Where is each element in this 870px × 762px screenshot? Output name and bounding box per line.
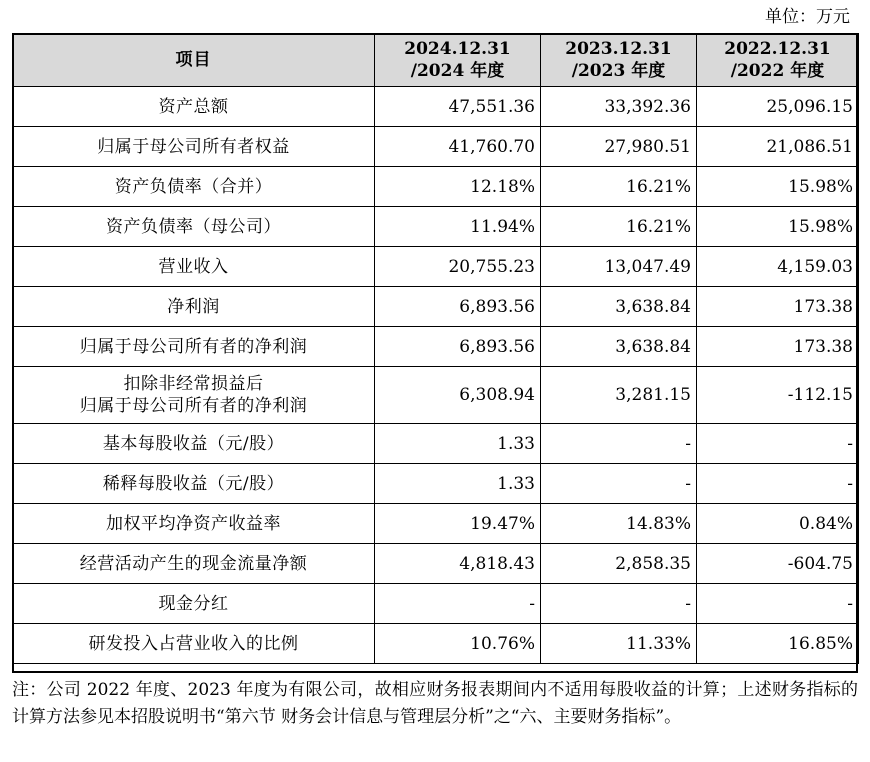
row-value: 19.47%: [375, 504, 541, 544]
row-value: 12.18%: [375, 167, 541, 207]
row-value: -: [541, 424, 697, 464]
row-value: 173.38: [697, 327, 859, 367]
row-value: -112.15: [697, 367, 859, 424]
row-label-line: 归属于母公司所有者权益: [97, 136, 290, 157]
row-label: [13, 167, 375, 207]
table-row: [13, 504, 859, 544]
header-col-2022-date: 2022.12.31: [724, 39, 831, 59]
row-value: 14.83%: [541, 504, 697, 544]
row-label-line: 稀释每股收益（元/股）: [102, 473, 285, 494]
row-label-line: 资产总额: [158, 96, 229, 117]
row-label-line: 净利润: [167, 296, 220, 317]
table-row: [13, 544, 859, 584]
row-label-line: 基本每股收益（元/股）: [102, 433, 285, 454]
row-label-line: 资产负债率（母公司）: [106, 216, 281, 237]
table-body: [13, 87, 859, 664]
row-value: 6,308.94: [375, 367, 541, 424]
row-label: [13, 624, 375, 664]
row-value: -: [697, 464, 859, 504]
table-row: [13, 327, 859, 367]
row-value: 173.38: [697, 287, 859, 327]
row-value: 16.85%: [697, 624, 859, 664]
row-value: 11.33%: [541, 624, 697, 664]
table-header-row: [13, 34, 859, 87]
table-row: [13, 247, 859, 287]
row-value: 20,755.23: [375, 247, 541, 287]
row-value: 1.33: [375, 464, 541, 504]
row-label-line: 扣除非经常损益后: [123, 374, 264, 394]
table-row: [13, 167, 859, 207]
header-item: 项目: [13, 34, 375, 87]
row-value: 0.84%: [697, 504, 859, 544]
header-col-2023-date: 2023.12.31: [565, 39, 672, 59]
row-label-line: 归属于母公司所有者的净利润: [79, 396, 308, 416]
row-label: [13, 287, 375, 327]
row-value: 15.98%: [697, 207, 859, 247]
header-col-2023-year: /2023 年度: [571, 61, 666, 81]
row-value: 16.21%: [541, 167, 697, 207]
row-value: 21,086.51: [697, 127, 859, 167]
row-label: [13, 247, 375, 287]
row-value: 4,818.43: [375, 544, 541, 584]
row-value: 11.94%: [375, 207, 541, 247]
row-value: 27,980.51: [541, 127, 697, 167]
table-row: [13, 584, 859, 624]
row-value: -: [697, 424, 859, 464]
row-value: -604.75: [697, 544, 859, 584]
row-value: 10.76%: [375, 624, 541, 664]
row-value: 3,638.84: [541, 327, 697, 367]
row-value: 4,159.03: [697, 247, 859, 287]
row-label-line: 现金分红: [158, 593, 229, 614]
table-row: [13, 624, 859, 664]
row-value: 33,392.36: [541, 87, 697, 127]
row-value: 1.33: [375, 424, 541, 464]
row-value: 41,760.70: [375, 127, 541, 167]
row-value: 25,096.15: [697, 87, 859, 127]
row-label: [13, 367, 375, 424]
header-col-2022-year: /2022 年度: [730, 61, 825, 81]
row-value: 13,047.49: [541, 247, 697, 287]
header-col-2024-year: /2024 年度: [410, 61, 505, 81]
table-row: [13, 424, 859, 464]
row-label: [13, 327, 375, 367]
row-value: -: [541, 584, 697, 624]
row-label-line: 营业收入: [158, 256, 229, 277]
header-col-2023: [541, 34, 697, 87]
row-label: [13, 207, 375, 247]
row-value: 6,893.56: [375, 327, 541, 367]
table-row: [13, 207, 859, 247]
row-label: [13, 584, 375, 624]
row-value: 2,858.35: [541, 544, 697, 584]
row-value: 16.21%: [541, 207, 697, 247]
footnote: 注：公司 2022 年度、2023 年度为有限公司，故相应财务报表期间内不适用每股收益的计算；上述财务指标的计算方法参见本招股说明书“第六节 财务会计信息与管理层分析”之“六、主要财务指标”。: [12, 680, 858, 727]
row-value: 6,893.56: [375, 287, 541, 327]
table-row: [13, 87, 859, 127]
table-row: [13, 127, 859, 167]
row-value: 3,281.15: [541, 367, 697, 424]
table-row: [13, 367, 859, 424]
row-value: 15.98%: [697, 167, 859, 207]
row-label-line: 研发投入占营业收入的比例: [88, 633, 299, 654]
unit-label: 单位：万元: [765, 7, 850, 27]
row-label: [13, 424, 375, 464]
row-label: [13, 127, 375, 167]
row-label: [13, 464, 375, 504]
row-label-line: 加权平均净资产收益率: [106, 513, 281, 534]
row-label-line: 归属于母公司所有者的净利润: [79, 336, 308, 357]
row-label: [13, 87, 375, 127]
header-col-2022: [697, 34, 859, 87]
row-label: [13, 504, 375, 544]
row-value: 3,638.84: [541, 287, 697, 327]
table-row: [13, 287, 859, 327]
table-row: [13, 464, 859, 504]
row-label-line: 经营活动产生的现金流量净额: [79, 553, 308, 574]
row-label-line: 资产负债率（合并）: [114, 176, 273, 197]
row-value: -: [541, 464, 697, 504]
header-col-2024: [375, 34, 541, 87]
row-label: [13, 544, 375, 584]
row-value: 47,551.36: [375, 87, 541, 127]
row-value: -: [375, 584, 541, 624]
row-value: -: [697, 584, 859, 624]
header-col-2024-date: 2024.12.31: [404, 39, 511, 59]
financial-indicators-table: [12, 33, 859, 664]
